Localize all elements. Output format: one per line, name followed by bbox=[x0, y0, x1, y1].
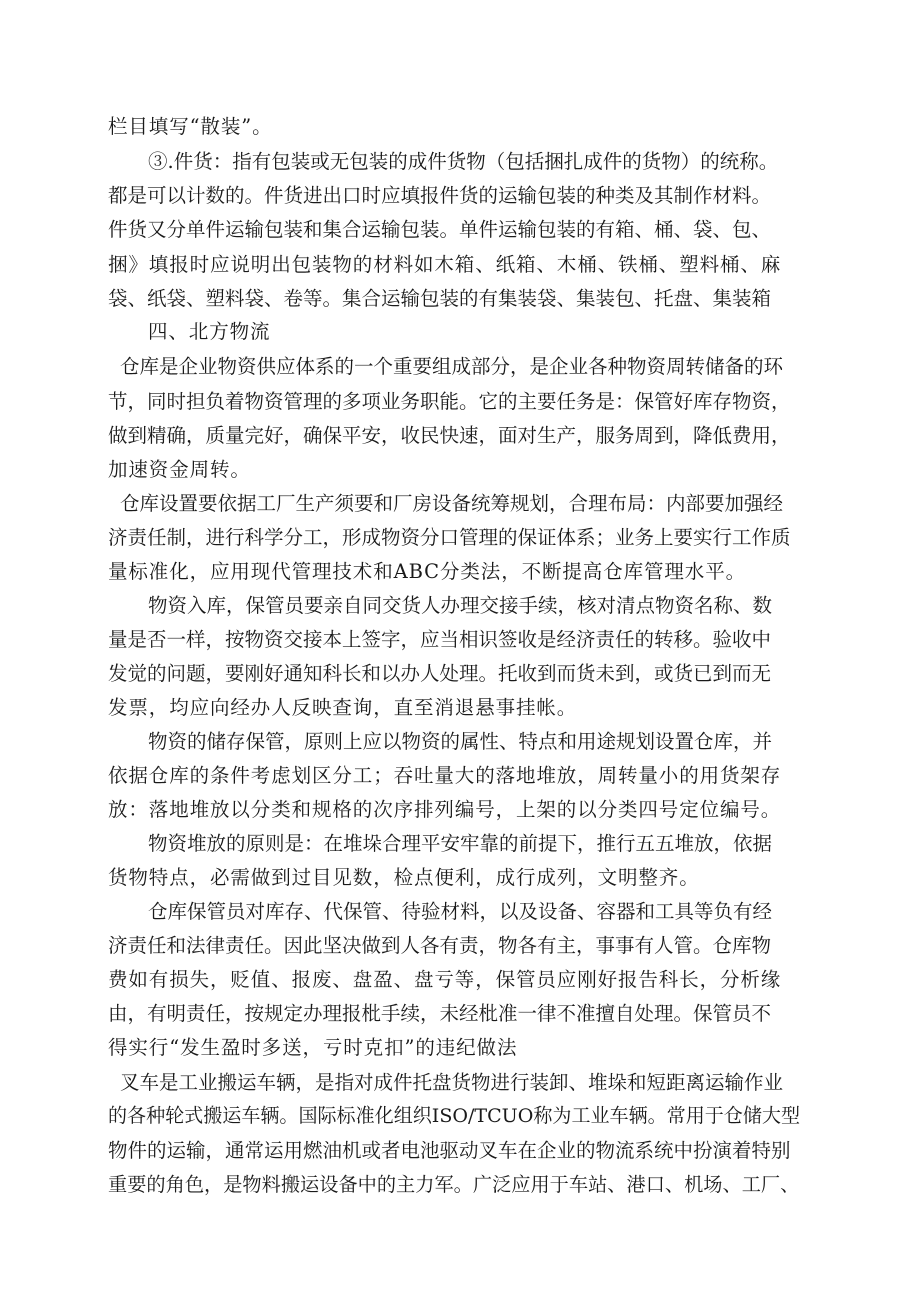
text-line: 节，同时担负着物资管理的多项业务职能。它的主要任务是：保管好库存物资， bbox=[108, 390, 791, 413]
text-line: 费如有损失，贬值、报废、盘盈、盘亏等，保管员应刚好报告科长，分析缘 bbox=[108, 968, 782, 991]
text-line: 济责任和法律责任。因此坚决做到人各有责，物各有主，事事有人管。仓库物 bbox=[108, 934, 772, 957]
text-line: 重要的角色，是物料搬运设备中的主力军。广泛应用于车站、港口、机场、工厂、 bbox=[108, 1173, 800, 1196]
text-line: 捆》填报时应说明出包装物的材料如木箱、纸箱、木桶、铁桶、塑料桶、麻 bbox=[108, 253, 782, 276]
text-line: 物件的运输，通常运用燃油机或者电池驱动叉车在企业的物流系统中扮演着特别 bbox=[108, 1139, 791, 1162]
text-line: 件货又分单件运输包装和集合运输包装。单件运输包装的有箱、桶、袋、包、 bbox=[108, 218, 772, 241]
text-line: 的各种轮式搬运车辆。国际标准化组织ISO/TCUO称为工业车辆。常用于仓储大型 bbox=[108, 1105, 800, 1127]
text-line: 做到精确，质量完好，确保平安，收民快速，面对生产，服务周到，降低费用， bbox=[108, 424, 791, 447]
text-line: 都是可以计数的。件货进出口时应填报件货的运输包装的种类及其制作材料。 bbox=[108, 184, 772, 207]
text-line: 得实行“发生盈时多送，亏时克扣”的违纪做法 bbox=[108, 1036, 518, 1059]
text-line: 发票，均应向经办人反映查询，直至消退悬事挂帐。 bbox=[108, 696, 578, 719]
text-line: 袋、纸袋、塑料袋、卷等。集合运输包装的有集装袋、集装包、托盘、集装箱 bbox=[108, 287, 772, 310]
text-line: 仓库保管员对库存、代保管、待验材料，以及设备、容器和工具等负有经 bbox=[148, 900, 773, 923]
text-line: ③.件货：指有包装或无包装的成件货物（包括捆扎成件的货物）的统称。 bbox=[148, 150, 779, 173]
text-line: 放：落地堆放以分类和规格的次序排列编号，上架的以分类四号定位编号。 bbox=[108, 798, 782, 821]
text-line: 物资堆放的原则是：在堆垛合理平安牢靠的前提下，推行五五堆放，依据 bbox=[148, 832, 773, 855]
text-line: 加速资金周转。 bbox=[108, 458, 251, 481]
text-line: 货物特点，必需做到过目见数，检点便利，成行成列，文明整齐。 bbox=[108, 866, 700, 889]
text-line: 依据仓库的条件考虑划区分工；吞吐量大的落地堆放，周转量小的用货架存 bbox=[108, 764, 782, 787]
text-line: 仓库是企业物资供应体系的一个重要组成部分，是企业各种物资周转储备的环 bbox=[120, 355, 784, 378]
text-line: 量是否一样，按物资交接本上签字，应当相识签收是经济责任的转移。验收中 bbox=[108, 628, 772, 651]
text-line: 物资的储存保管，原则上应以物资的属性、特点和用途规划设置仓库，并 bbox=[148, 730, 773, 753]
text-line: 发觉的问题，要刚好通知科长和以办人处理。托收到而货未到，或货已到而无 bbox=[108, 662, 772, 685]
text-line: 由，有明责任，按规定办理报枇手续，未经枇准一律不准擅自处理。保管员不 bbox=[108, 1002, 772, 1025]
section-heading: 四、北方物流 bbox=[148, 320, 271, 343]
text-line: 仓库设置要依据工厂生产须要和厂房设备统筹规划，合理布局：内部要加强经 bbox=[120, 492, 784, 515]
text-line: 济责任制，进行科学分工，形成物资分口管理的保证体系；业务上要实行工作质 bbox=[108, 526, 791, 549]
text-line: 物资入库，保管员要亲自同交货人办理交接手续，核对清点物资名称、数 bbox=[148, 594, 773, 617]
text-line: 量标准化，应用现代管理技术和ABC分类法，不断提高仓库管理水平。 bbox=[108, 560, 746, 583]
text-line: 叉车是工业搬运车辆，是指对成件托盘货物进行装卸、堆垛和短距离运输作业 bbox=[120, 1071, 784, 1094]
text-line: 栏目填写“散装”。 bbox=[108, 115, 273, 138]
